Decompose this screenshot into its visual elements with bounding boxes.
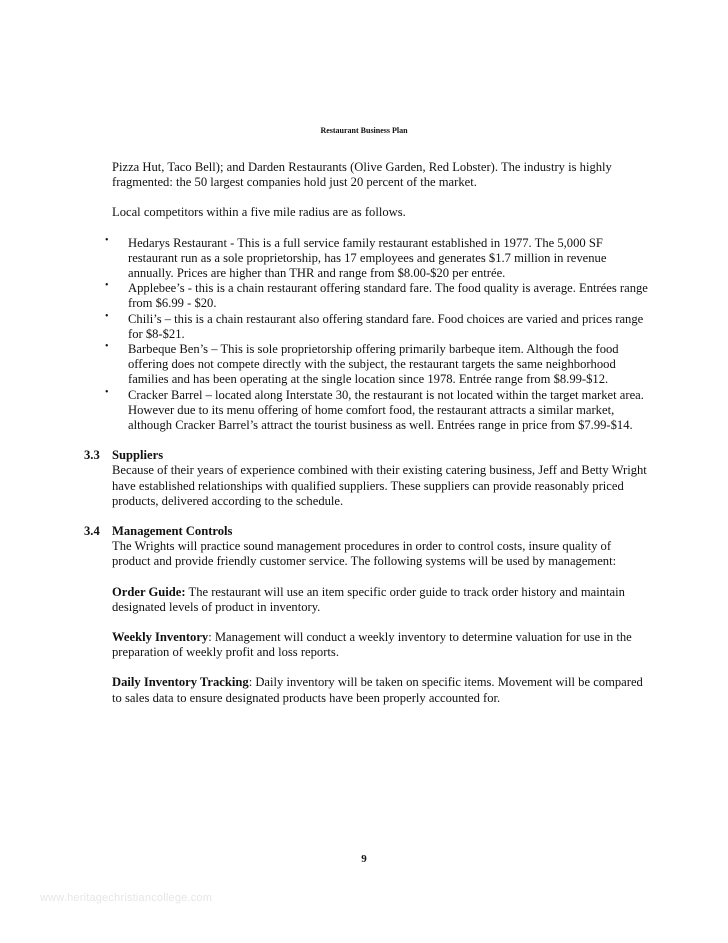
competitor-item-barbeque-bens [105, 341, 652, 388]
weekly-inventory-label: Weekly Inventory [112, 630, 209, 645]
daily-inventory-text: : Daily inventory will be taken on specific items. Movement will be compared to sales data to ensure designated products have been properly accounted for. [112, 675, 643, 705]
order-guide-label: Order Guide: [112, 584, 186, 599]
competitor-text: Cracker Barrel – located along Interstate 30, the restaurant is not located within the target market area. However due to its menu offering of home comfort food, the restaurant attracts a similar market, although Cracker Barrel’s attract the tourist business as well. Entrées range in price from $7.99-$14. [128, 387, 644, 433]
watermark: www.heritagechristiancollege.com [40, 892, 213, 904]
bullet-icon: • [105, 280, 109, 292]
section-title: Management Controls [112, 524, 233, 539]
order-guide-text: The restaurant will use an item specific order guide to track order history and maintain designated levels of product in inventory. [112, 584, 625, 614]
bullet-icon: • [105, 386, 109, 398]
competitor-item-applebees [105, 280, 652, 311]
bullet-icon: • [105, 341, 109, 353]
competitor-text: Hedarys Restaurant - This is a full service family restaurant established in 1977. The 5,000 SF restaurant run as a sole proprietorship, has 17 employees and generates $1.7 million in revenue annually. Prices are higher than THR and range from $8.00-$20 per entrée. [128, 235, 607, 281]
section-title: Suppliers [112, 448, 164, 463]
bullet-icon: • [105, 310, 109, 322]
section-number: 3.3 [84, 448, 100, 463]
section-body: The Wrights will practice sound management procedures in order to control costs, insure quality of product and provide friendly customer service. The following systems will be used by management: [112, 539, 617, 569]
competitor-text: Barbeque Ben’s – This is sole proprietorship offering primarily barbeque item. Although the food offering does not compete directly with the subject, the restaurant targets the same neighborhood families and has been operating at the single location since 1978. Entrée range from $8.99-$12. [128, 342, 619, 387]
order-guide-paragraph [112, 585, 652, 615]
section-number: 3.4 [84, 524, 100, 539]
intro-paragraph: Pizza Hut, Taco Bell); and Darden Restaurants (Olive Garden, Red Lobster). The industry is highly fragmented: the 50 largest companies hold just 20 percent of the market. [112, 160, 612, 190]
section-suppliers [84, 448, 652, 509]
competitor-item-hedarys [105, 234, 652, 282]
page-number: 9 [361, 853, 367, 865]
section-body: Because of their years of experience combined with their existing catering business, Jeff and Betty Wright have established relationships with qualified suppliers. These suppliers can provide reasonably priced products, delivered according to the schedule. [112, 463, 647, 508]
daily-inventory-paragraph [112, 675, 652, 705]
bullet-icon: • [105, 234, 109, 246]
page-header: Restaurant Business Plan [320, 126, 408, 135]
competitor-list [105, 234, 652, 434]
weekly-inventory-text: : Management will conduct a weekly inventory to determine valuation for use in the preparation of weekly profit and loss reports. [112, 630, 632, 660]
weekly-inventory-paragraph [112, 630, 652, 660]
competitor-text: Applebee’s - this is a chain restaurant offering standard fare. The food quality is average. Entrées range from $6.99 - $20. [128, 281, 648, 311]
daily-inventory-label: Daily Inventory Tracking [112, 675, 249, 690]
section-management-controls [84, 524, 652, 706]
competitor-item-cracker-barrel [105, 386, 652, 434]
page-content [84, 160, 652, 721]
competitor-text: Chili’s – this is a chain restaurant also offering standard fare. Food choices are varied and prices range for $8-$21. [128, 311, 644, 341]
competitor-item-chilis [105, 310, 652, 342]
competitors-intro: Local competitors within a five mile radius are as follows. [112, 205, 406, 220]
